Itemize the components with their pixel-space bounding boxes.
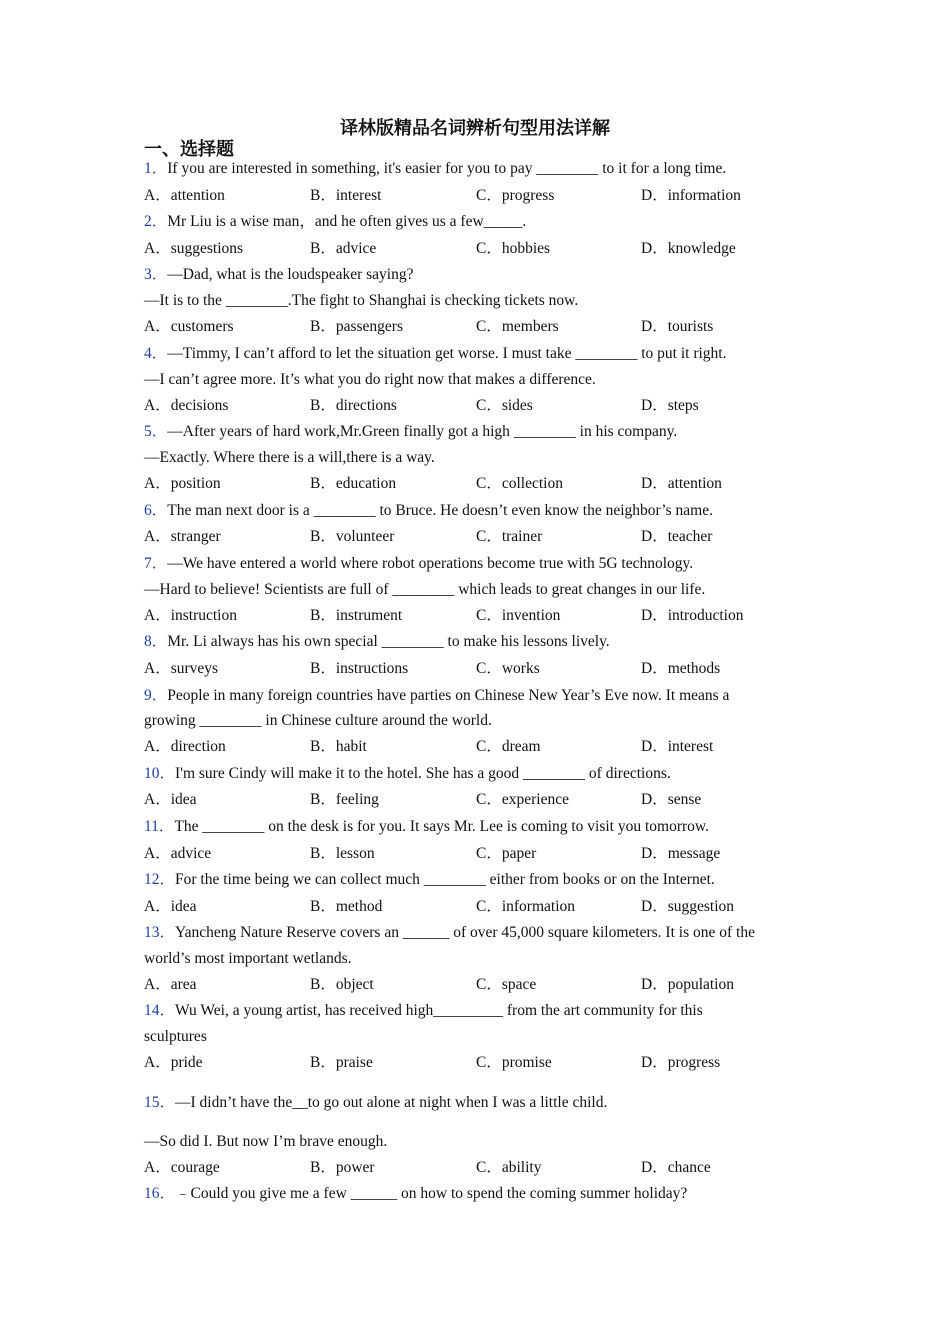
question-7-option-c: C．invention (476, 607, 561, 624)
question-3-line-2 (144, 291, 578, 311)
question-8-option-b: B．instructions (310, 660, 409, 677)
question-number: 14． (144, 1002, 176, 1019)
question-6-option-d: D．teacher (641, 528, 713, 545)
question-number: 13． (144, 924, 176, 941)
question-15-option-b: B．power (310, 1159, 375, 1176)
question-15-option-d: D．chance (641, 1159, 711, 1176)
question-text: —I didn’t have the__to go out alone at night when I was a little child. (175, 1094, 608, 1111)
question-4-option-d: D．steps (641, 397, 699, 414)
question-text: —Exactly. Where there is a will,there is a way. (144, 449, 435, 466)
question-number: 8． (144, 633, 168, 650)
question-10-stem (144, 764, 671, 784)
question-text: The man next door is a ________ to Bruce. He doesn’t even know the neighbor’s name. (167, 502, 713, 519)
question-text: ﹣Could you give me a few ______ on how to spend the coming summer holiday? (175, 1185, 688, 1202)
question-2-option-d: D．knowledge (641, 240, 736, 257)
question-5-line-2 (144, 448, 435, 468)
question-15-line-2 (144, 1132, 387, 1152)
question-1-option-a: A．attention (144, 187, 225, 204)
question-13-option-a: A．area (144, 976, 197, 993)
question-number: 1． (144, 160, 168, 177)
question-number: 7． (144, 555, 168, 572)
question-5-option-c: C．collection (476, 475, 563, 492)
question-3-option-d: D．tourists (641, 318, 714, 335)
question-number: 5． (144, 423, 168, 440)
question-text: —We have entered a world where robot operations become true with 5G technology. (167, 555, 694, 572)
question-15-stem (144, 1093, 607, 1113)
question-number: 6． (144, 502, 168, 519)
question-text: I'm sure Cindy will make it to the hotel. She has a good ________ of directions. (175, 765, 671, 782)
question-text: Mr Liu is a wise man，and he often gives us a few_____. (167, 213, 527, 230)
question-6-option-b: B．volunteer (310, 528, 395, 545)
question-text: —Dad, what is the loudspeaker saying? (167, 266, 414, 283)
question-text: —So did I. But now I’m brave enough. (144, 1133, 388, 1150)
question-6-stem (144, 501, 713, 521)
question-7-option-a: A．instruction (144, 607, 237, 624)
question-11-stem (144, 817, 709, 837)
question-text: —Hard to believe! Scientists are full of ________ which leads to great changes in our life. (144, 581, 706, 598)
question-7-option-d: D．introduction (641, 607, 744, 624)
question-10-option-c: C．experience (476, 791, 569, 808)
question-11-option-d: D．message (641, 845, 721, 862)
question-number: 10． (144, 765, 176, 782)
question-11-option-c: C．paper (476, 845, 537, 862)
question-text: sculptures (144, 1028, 207, 1045)
question-8-option-c: C．works (476, 660, 540, 677)
question-number: 11． (144, 818, 175, 835)
question-text: For the time being we can collect much ________ either from books or on the Internet. (175, 871, 715, 888)
question-10-option-d: D．sense (641, 791, 702, 808)
question-2-option-b: B．advice (310, 240, 377, 257)
question-13-option-c: C．space (476, 976, 537, 993)
question-12-option-b: B．method (310, 898, 383, 915)
question-2-option-c: C．hobbies (476, 240, 551, 257)
question-number: 2． (144, 213, 168, 230)
question-11-option-b: B．lesson (310, 845, 375, 862)
question-10-option-a: A．idea (144, 791, 197, 808)
question-14-option-b: B．praise (310, 1054, 373, 1071)
question-12-option-c: C．information (476, 898, 576, 915)
question-12-stem (144, 870, 715, 890)
question-text: Mr. Li always has his own special ________ to make his lessons lively. (167, 633, 610, 650)
question-7-stem (144, 554, 693, 574)
question-14-option-c: C．promise (476, 1054, 552, 1071)
question-text: Yancheng Nature Reserve covers an ______ of over 45,000 square kilometers. It is one of the (175, 924, 755, 941)
question-9-stem (144, 686, 729, 706)
question-1-option-d: D．information (641, 187, 741, 204)
question-text: The ________ on the desk is for you. It says Mr. Lee is coming to visit you tomorrow. (174, 818, 709, 835)
question-number: 3． (144, 266, 168, 283)
question-15-option-a: A．courage (144, 1159, 220, 1176)
question-text: —After years of hard work,Mr.Green finally got a high ________ in his company. (167, 423, 678, 440)
question-text: People in many foreign countries have parties on Chinese New Year’s Eve now. It means a (167, 687, 730, 704)
document-title: 译林版精品名词辨析句型用法详解 (340, 118, 610, 138)
question-10-option-b: B．feeling (310, 791, 379, 808)
question-text: growing ________ in Chinese culture around the world. (144, 712, 492, 729)
question-2-stem (144, 212, 526, 232)
question-9-line-2 (144, 711, 492, 731)
question-3-option-c: C．members (476, 318, 559, 335)
question-text: —I can’t agree more. It’s what you do right now that makes a difference. (144, 371, 596, 388)
question-5-stem (144, 422, 677, 442)
question-15-option-c: C．ability (476, 1159, 542, 1176)
question-5-option-b: B．education (310, 475, 397, 492)
question-9-option-b: B．habit (310, 738, 367, 755)
question-4-option-b: B．directions (310, 397, 397, 414)
question-7-option-b: B．instrument (310, 607, 403, 624)
question-8-option-a: A．surveys (144, 660, 219, 677)
question-4-option-a: A．decisions (144, 397, 229, 414)
question-4-line-2 (144, 370, 596, 390)
question-1-option-c: C．progress (476, 187, 555, 204)
question-16-stem (144, 1184, 687, 1204)
question-14-option-a: A．pride (144, 1054, 203, 1071)
question-13-option-d: D．population (641, 976, 734, 993)
question-13-line-2 (144, 949, 352, 969)
question-4-stem (144, 344, 727, 364)
question-1-option-b: B．interest (310, 187, 382, 204)
question-14-option-d: D．progress (641, 1054, 721, 1071)
question-13-stem (144, 923, 755, 943)
question-14-stem (144, 1001, 703, 1021)
question-number: 15． (144, 1094, 176, 1111)
question-14-line-2 (144, 1027, 207, 1047)
question-1-stem (144, 159, 726, 179)
question-number: 12． (144, 871, 176, 888)
question-5-option-a: A．position (144, 475, 221, 492)
question-13-option-b: B．object (310, 976, 374, 993)
question-number: 4． (144, 345, 168, 362)
question-text: world’s most important wetlands. (144, 950, 352, 967)
question-text: —Timmy, I can’t afford to let the situation get worse. I must take ________ to put it right. (167, 345, 727, 362)
question-4-option-c: C．sides (476, 397, 533, 414)
section-heading: 一、选择题 (144, 139, 234, 159)
question-9-option-c: C．dream (476, 738, 541, 755)
question-number: 9． (144, 687, 168, 704)
question-11-option-a: A．advice (144, 845, 212, 862)
question-number: 16． (144, 1185, 176, 1202)
question-12-option-a: A．idea (144, 898, 197, 915)
question-3-option-b: B．passengers (310, 318, 403, 335)
question-5-option-d: D．attention (641, 475, 722, 492)
question-12-option-d: D．suggestion (641, 898, 735, 915)
question-text: —It is to the ________.The fight to Shanghai is checking tickets now. (144, 292, 579, 309)
question-text: If you are interested in something, it's easier for you to pay ________ to it for a long time. (167, 160, 727, 177)
question-3-option-a: A．customers (144, 318, 234, 335)
question-8-option-d: D．methods (641, 660, 721, 677)
question-6-option-a: A．stranger (144, 528, 221, 545)
question-2-option-a: A．suggestions (144, 240, 244, 257)
question-text: Wu Wei, a young artist, has received high_________ from the art community for this (175, 1002, 703, 1019)
question-7-line-2 (144, 580, 705, 600)
question-3-stem (144, 265, 413, 285)
question-9-option-a: A．direction (144, 738, 226, 755)
question-8-stem (144, 632, 610, 652)
question-6-option-c: C．trainer (476, 528, 543, 545)
question-9-option-d: D．interest (641, 738, 714, 755)
